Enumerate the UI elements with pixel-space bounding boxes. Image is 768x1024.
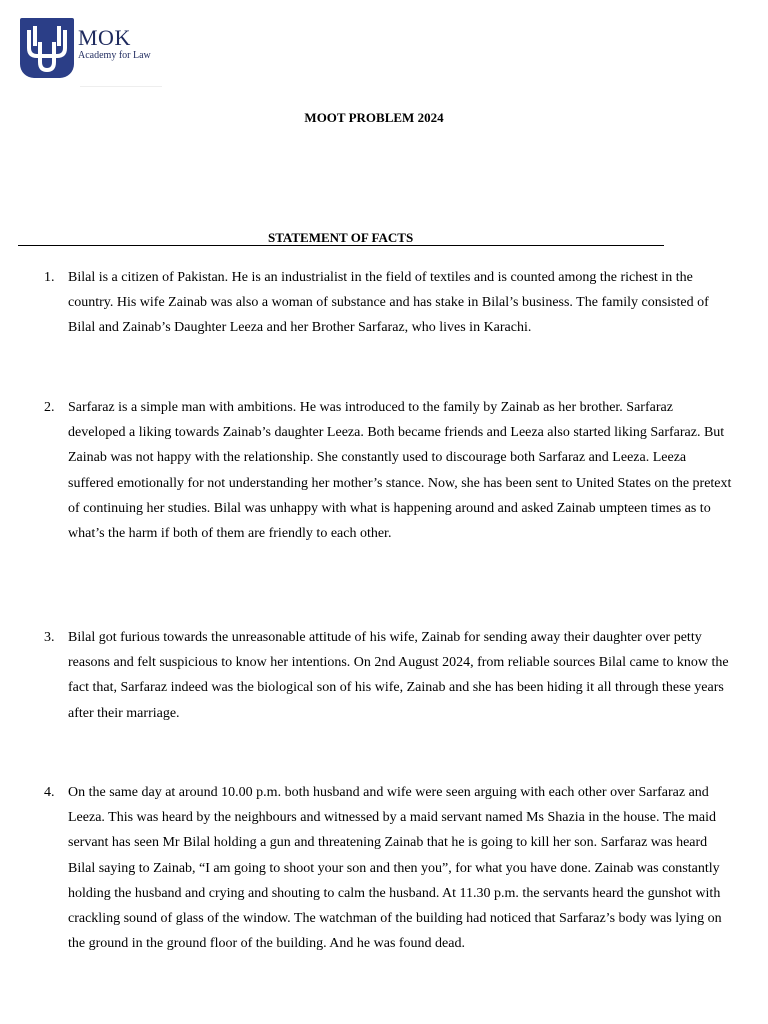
- paragraph-text: Bilal got furious towards the unreasonable attitude of his wife, Zainab for sending away their daughter over petty reasons and felt suspicious to know her intentions. On 2nd August 2024, from reliable sources Bilal came to know the fact that, Sarfaraz indeed was the biological son of his wife, Zainab and she has been hiding it all through these years after their marriage.: [68, 630, 729, 721]
- brand-subtitle: Academy for Law: [78, 50, 151, 61]
- document-title: MOOT PROBLEM 2024: [304, 110, 444, 125]
- paragraph-number: 1.: [44, 270, 55, 285]
- logo-shield-icon: [20, 18, 74, 78]
- paragraph-text: Sarfaraz is a simple man with ambitions. He was introduced to the family by Zainab as her brother. Sarfaraz developed a liking towards Zainab’s daughter Leeza. Both became friends and Leeza also started liking Sarfaraz. But Zainab was not happy with the relationship. She constantly used to discourage both Sarfaraz and Leeza. Leeza suffered emotionally for not understanding her mother’s stance. Now, she has been sent to United States on the pretext of continuing her studies. Bilal was unhappy with what is happening around and asked Zainab umpteen times as to what’s the harm if both of them are friendly to each other.: [68, 400, 732, 542]
- section-heading: STATEMENT OF FACTS: [268, 230, 414, 245]
- brand-text: [78, 27, 151, 62]
- paragraph-number: 2.: [44, 400, 55, 415]
- brand-name: MOK: [78, 25, 131, 50]
- logo-divider: [80, 86, 162, 87]
- paragraph-number: 3.: [44, 630, 55, 645]
- paragraph-text: Bilal is a citizen of Pakistan. He is an industrialist in the field of textiles and is counted among the richest in the country. His wife Zainab was also a woman of substance and has stake in Bilal’s business. The family consisted of Bilal and Zainab’s Daughter Leeza and her Brother Sarfaraz, who lives in Karachi.: [68, 270, 709, 336]
- paragraph-text: On the same day at around 10.00 p.m. both husband and wife were seen arguing with each other over Sarfaraz and Leeza. This was heard by the neighbours and witnessed by a maid servant named Ms Shazia in the house. The maid servant has seen Mr Bilal holding a gun and threatening Zainab that he is going to kill her son. Sarfaraz was heard Bilal saying to Zainab, “I am going to shoot your son and then you”, for what you have done. Zainab was constantly holding the husband and crying and shouting to calm the husband. At 11.30 p.m. the servants heard the gunshot with crackling sound of glass of the window. The watchman of the building had noticed that Sarfaraz’s body was lying on the ground in the ground floor of the building. And he was found dead.: [68, 785, 722, 952]
- academy-logo: [20, 18, 151, 78]
- paragraph-number: 4.: [44, 785, 55, 800]
- section-heading-rule: [18, 230, 664, 246]
